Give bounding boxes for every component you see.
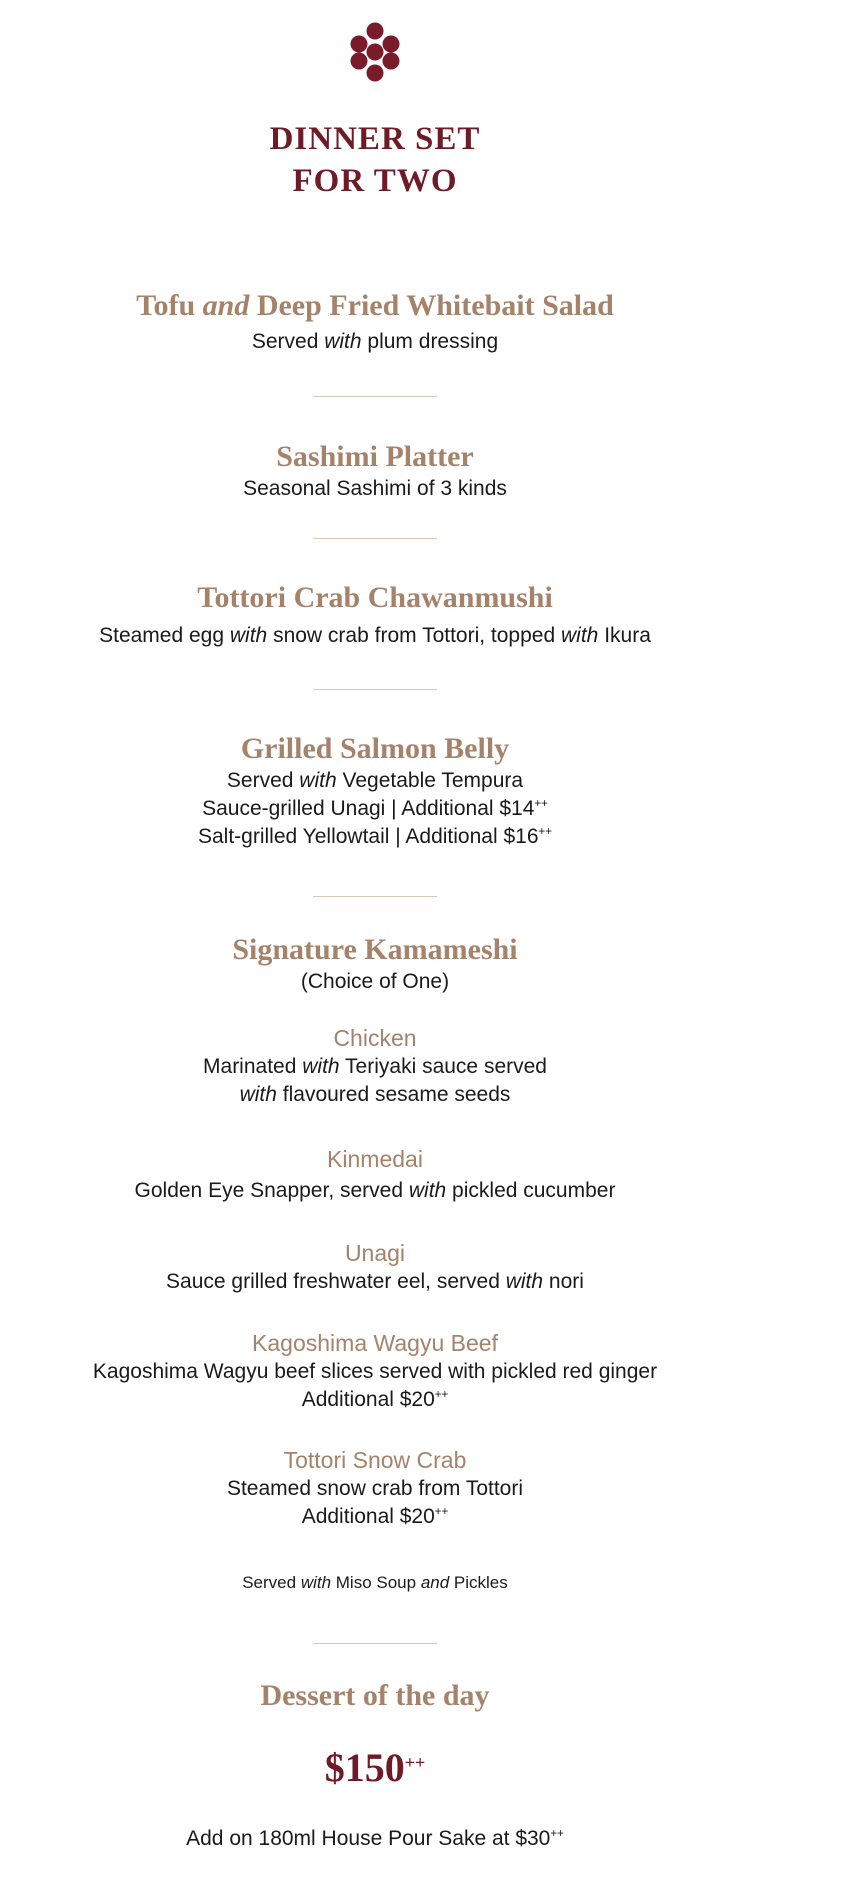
option-desc <box>0 1177 750 1205</box>
option-name: Chicken <box>333 1025 417 1051</box>
plusplus-mark: ++ <box>434 1388 449 1401</box>
desc-italic: with <box>299 769 337 792</box>
note-part: Pickles <box>449 1573 508 1592</box>
divider <box>313 538 437 539</box>
course-sashimi <box>0 439 750 503</box>
desc-part: Golden Eye Snapper, served <box>134 1179 409 1202</box>
course-dessert <box>0 1678 750 1714</box>
course-name: Grilled Salmon Belly <box>240 732 510 765</box>
option-text: Sauce-grilled Unagi | Additional $14 <box>202 797 535 820</box>
option-desc-line-1 <box>0 1053 750 1081</box>
option-desc: Steamed snow crab from Tottori <box>226 1477 524 1500</box>
desc-part: flavoured sesame seeds <box>276 1083 511 1106</box>
course-salmon-belly <box>0 731 750 851</box>
desc-italic: with <box>239 1083 277 1106</box>
desc-part: Steamed egg <box>99 624 230 647</box>
note-part: Served <box>242 1573 301 1592</box>
option-name: Tottori Snow Crab <box>283 1447 467 1473</box>
addon-text: Add on 180ml House Pour Sake at $30 <box>186 1827 551 1850</box>
course-name: Signature Kamameshi <box>232 933 518 966</box>
divider <box>313 689 437 690</box>
option-name: Kinmedai <box>327 1146 423 1172</box>
course-name: Sashimi Platter <box>276 440 474 473</box>
desc-part: pickled cucumber <box>446 1179 616 1202</box>
option-additional <box>0 1386 750 1414</box>
plusplus-mark: ++ <box>434 1505 449 1518</box>
upgrade-option-unagi <box>0 795 750 823</box>
option-desc-line-2 <box>0 1081 750 1109</box>
desc-part: Sauce grilled freshwater eel, served <box>166 1270 506 1293</box>
desc-part: Ikura <box>598 624 651 647</box>
note-part: Miso Soup <box>331 1573 421 1592</box>
desc-part: Served <box>226 769 300 792</box>
course-desc <box>0 767 750 795</box>
desc-part: plum dressing <box>361 330 499 353</box>
desc-italic: with <box>561 624 599 647</box>
course-name: Dessert of the day <box>260 1679 490 1712</box>
desc-part: Marinated <box>203 1055 303 1078</box>
course-tofu-salad <box>0 288 750 356</box>
course-desc <box>0 328 750 356</box>
course-desc: Seasonal Sashimi of 3 kinds <box>243 477 507 500</box>
course-name <box>0 288 750 324</box>
plusplus-mark: ++ <box>550 1827 564 1840</box>
course-desc <box>0 622 750 650</box>
option-desc: Kagoshima Wagyu beef slices served with pickled red ginger <box>92 1360 658 1383</box>
price-amount: $150 <box>324 1745 405 1790</box>
desc-italic: with <box>324 330 362 353</box>
desc-part: Vegetable Tempura <box>336 769 524 792</box>
option-text: Salt-grilled Yellowtail | Additional $16 <box>197 825 539 848</box>
option-kinmedai <box>0 1144 750 1205</box>
desc-part: snow crab from Tottori, topped <box>267 624 561 647</box>
desc-italic: with <box>408 1179 447 1202</box>
choice-note: (Choice of One) <box>300 970 450 993</box>
course-name-part: Tofu <box>136 289 203 322</box>
title-line-2: FOR TWO <box>292 163 458 199</box>
plusplus-mark: ++ <box>534 797 548 810</box>
plusplus-mark: ++ <box>404 1752 426 1773</box>
option-name: Kagoshima Wagyu Beef <box>252 1330 498 1356</box>
course-name-italic: and <box>202 289 250 322</box>
served-with-note <box>0 1572 750 1594</box>
option-desc <box>0 1268 750 1296</box>
option-chicken <box>0 1023 750 1109</box>
additional-text: Additional $20 <box>301 1388 435 1411</box>
desc-italic: with <box>302 1055 340 1078</box>
upgrade-option-yellowtail <box>0 823 750 851</box>
note-italic: and <box>420 1573 450 1592</box>
course-name-part: Deep Fried Whitebait Salad <box>249 289 614 322</box>
title-line-1: DINNER SET <box>269 121 481 157</box>
grape-cluster-logo-icon <box>347 22 403 82</box>
option-additional <box>0 1503 750 1531</box>
desc-part: Teriyaki sauce served <box>339 1055 547 1078</box>
course-name: Tottori Crab Chawanmushi <box>197 581 553 614</box>
sake-addon <box>0 1825 750 1853</box>
desc-italic: with <box>505 1270 544 1293</box>
set-price <box>0 1744 750 1792</box>
desc-part: Served <box>251 330 325 353</box>
desc-part: nori <box>543 1270 584 1293</box>
page-title <box>0 118 750 202</box>
option-name: Unagi <box>344 1240 406 1266</box>
course-chawanmushi <box>0 580 750 650</box>
option-unagi <box>0 1238 750 1296</box>
option-snow-crab <box>0 1445 750 1531</box>
additional-text: Additional $20 <box>301 1505 435 1528</box>
plusplus-mark: ++ <box>538 825 552 838</box>
divider <box>313 1643 437 1644</box>
desc-italic: with <box>229 624 268 647</box>
divider <box>313 896 437 897</box>
note-italic: with <box>300 1573 332 1592</box>
divider <box>313 396 437 397</box>
course-kamameshi <box>0 932 750 996</box>
option-wagyu <box>0 1328 750 1414</box>
